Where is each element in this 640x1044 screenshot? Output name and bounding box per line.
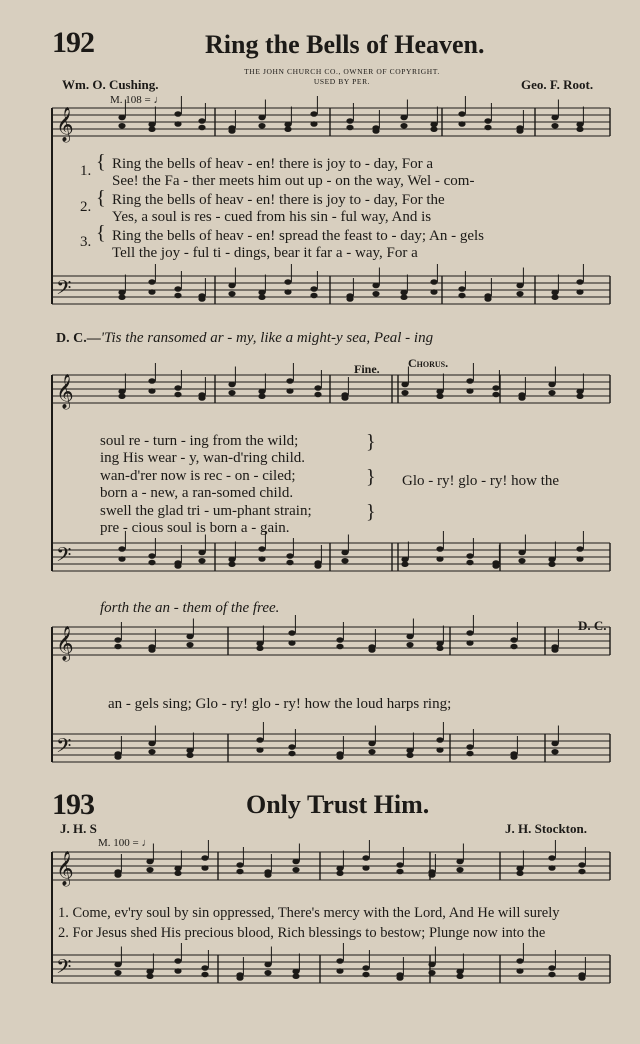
note-head bbox=[264, 872, 271, 878]
note-head bbox=[466, 640, 473, 646]
note-head bbox=[428, 962, 435, 968]
forth-lyric: forth the an - them of the free. bbox=[100, 600, 280, 616]
note-head bbox=[430, 279, 437, 285]
note-head bbox=[228, 561, 235, 567]
hymn-number-193: 193 bbox=[52, 788, 94, 821]
note-head bbox=[174, 563, 181, 569]
lyric-line: born a - new, a ran-somed child. bbox=[100, 485, 294, 501]
note-head bbox=[286, 378, 293, 384]
note-head bbox=[201, 855, 208, 861]
note-head bbox=[428, 872, 435, 878]
chorus-lyric: Glo - ry! glo - ry! how the bbox=[402, 473, 560, 489]
note-head bbox=[228, 291, 235, 297]
note-head bbox=[458, 111, 465, 117]
lyric-line: 1. Come, ev'ry soul by sin oppressed, There's mercy with the Lord, And He will surely bbox=[58, 905, 560, 921]
note-head bbox=[258, 556, 265, 562]
note-head bbox=[236, 862, 243, 868]
note-head bbox=[436, 737, 443, 743]
note-head bbox=[362, 865, 369, 871]
note-head bbox=[201, 865, 208, 871]
note-head bbox=[146, 867, 153, 873]
note-head bbox=[456, 859, 463, 865]
copyright-line-2: USED BY PER. bbox=[313, 77, 371, 86]
clef-glyph: 𝄢 bbox=[56, 276, 72, 304]
note-head bbox=[118, 393, 125, 399]
note-head bbox=[492, 392, 499, 398]
note-head bbox=[346, 296, 353, 302]
note-head bbox=[551, 294, 558, 300]
lyric-line: See! the Fa - ther meets him out up - on the way, Wel - com- bbox=[112, 173, 475, 189]
note-head bbox=[286, 560, 293, 566]
note-head bbox=[256, 645, 263, 651]
note-head bbox=[548, 965, 555, 971]
note-head bbox=[174, 121, 181, 127]
note-head bbox=[401, 382, 408, 388]
note-head bbox=[114, 970, 121, 976]
note-head bbox=[346, 125, 353, 131]
note-head bbox=[372, 283, 379, 289]
note-head bbox=[400, 123, 407, 129]
verse-brace: } bbox=[366, 431, 376, 453]
note-head bbox=[236, 975, 243, 981]
note-head bbox=[492, 563, 499, 569]
note-head bbox=[458, 121, 465, 127]
note-head bbox=[292, 867, 299, 873]
note-head bbox=[336, 870, 343, 876]
note-head bbox=[174, 385, 181, 391]
clef-glyph: 𝄞 bbox=[56, 374, 74, 409]
note-head bbox=[484, 125, 491, 131]
dc-lyric: 'Tis the ransomed ar - my, like a might-y sea, Peal - ing bbox=[100, 330, 434, 346]
note-head bbox=[118, 123, 125, 129]
note-head bbox=[258, 115, 265, 121]
verse-brace: } bbox=[366, 501, 376, 523]
note-head bbox=[148, 647, 155, 653]
note-head bbox=[174, 111, 181, 117]
note-head bbox=[576, 279, 583, 285]
note-head bbox=[516, 968, 523, 974]
note-head bbox=[310, 293, 317, 299]
dc-line bbox=[56, 330, 433, 347]
clef-glyph: 𝄢 bbox=[56, 734, 72, 762]
note-head bbox=[362, 965, 369, 971]
note-head bbox=[466, 560, 473, 566]
note-head bbox=[362, 855, 369, 861]
lyric-line: swell the glad tri - um-phant strain; bbox=[100, 503, 312, 519]
lyric-line: 2. For Jesus shed His precious blood, Rich blessings to bestow; Plunge now into the bbox=[58, 925, 546, 941]
note-head bbox=[406, 634, 413, 640]
note-head bbox=[428, 970, 435, 976]
verse-number-2: 2. bbox=[80, 199, 92, 215]
note-head bbox=[288, 751, 295, 757]
note-head bbox=[456, 867, 463, 873]
note-head bbox=[174, 958, 181, 964]
tempo-193: M. 100 = ♩ bbox=[98, 837, 153, 849]
note-head bbox=[551, 115, 558, 121]
note-head bbox=[551, 123, 558, 129]
lyric-line: Ring the bells of heav - en! spread the feast to - day; An - gels bbox=[112, 228, 484, 244]
note-head bbox=[406, 642, 413, 648]
note-head bbox=[466, 378, 473, 384]
note-head bbox=[510, 644, 517, 650]
note-head bbox=[576, 546, 583, 552]
note-head bbox=[174, 392, 181, 398]
note-head bbox=[118, 546, 125, 552]
note-head bbox=[198, 296, 205, 302]
note-head bbox=[198, 395, 205, 401]
note-head bbox=[148, 279, 155, 285]
note-head bbox=[314, 563, 321, 569]
note-head bbox=[400, 115, 407, 121]
note-head bbox=[458, 286, 465, 292]
note-head bbox=[174, 293, 181, 299]
note-head bbox=[228, 382, 235, 388]
author-192: Wm. O. Cushing. bbox=[62, 77, 159, 92]
note-head bbox=[516, 958, 523, 964]
clef-glyph: 𝄢 bbox=[56, 543, 72, 571]
note-head bbox=[372, 128, 379, 134]
note-head bbox=[430, 126, 437, 132]
note-head bbox=[576, 126, 583, 132]
note-head bbox=[228, 128, 235, 134]
note-head bbox=[401, 390, 408, 396]
note-head bbox=[288, 640, 295, 646]
verse-brace-1: { bbox=[96, 151, 106, 173]
note-head bbox=[510, 754, 517, 760]
note-head bbox=[548, 561, 555, 567]
note-head bbox=[396, 975, 403, 981]
clef-glyph: 𝄞 bbox=[56, 626, 74, 661]
note-head bbox=[114, 754, 121, 760]
note-head bbox=[456, 973, 463, 979]
note-head bbox=[518, 558, 525, 564]
note-head bbox=[288, 630, 295, 636]
note-head bbox=[436, 393, 443, 399]
dc-mark: D. C. bbox=[578, 618, 607, 633]
clef-glyph: 𝄞 bbox=[56, 107, 74, 142]
note-head bbox=[430, 289, 437, 295]
note-head bbox=[118, 294, 125, 300]
note-head bbox=[436, 546, 443, 552]
note-head bbox=[341, 558, 348, 564]
lyric-line: Tell the joy - ful ti - dings, bear it far a - way, For a bbox=[112, 245, 418, 261]
note-head bbox=[368, 647, 375, 653]
note-head bbox=[336, 637, 343, 643]
lyric-line: wan-d'rer now is rec - on - ciled; bbox=[100, 468, 296, 484]
note-head bbox=[186, 642, 193, 648]
chorus-mark: Chorus. bbox=[408, 356, 449, 370]
note-head bbox=[201, 965, 208, 971]
note-head bbox=[458, 293, 465, 299]
note-head bbox=[258, 546, 265, 552]
note-head bbox=[118, 115, 125, 121]
note-head bbox=[146, 973, 153, 979]
note-head bbox=[284, 289, 291, 295]
clef-glyph: 𝄢 bbox=[56, 955, 72, 983]
note-head bbox=[368, 741, 375, 747]
lyric-line: Yes, a soul is res - cued from his sin - ful way, And is bbox=[112, 209, 432, 225]
note-head bbox=[372, 291, 379, 297]
fine-mark: Fine. bbox=[354, 362, 380, 376]
note-head bbox=[516, 291, 523, 297]
note-head bbox=[484, 296, 491, 302]
note-head bbox=[228, 283, 235, 289]
note-head bbox=[336, 968, 343, 974]
note-head bbox=[236, 869, 243, 875]
note-head bbox=[286, 388, 293, 394]
note-head bbox=[258, 294, 265, 300]
note-head bbox=[198, 558, 205, 564]
note-head bbox=[148, 378, 155, 384]
note-head bbox=[288, 744, 295, 750]
note-head bbox=[148, 560, 155, 566]
note-head bbox=[346, 118, 353, 124]
note-head bbox=[148, 289, 155, 295]
verse-brace-2: { bbox=[96, 187, 106, 209]
note-head bbox=[551, 749, 558, 755]
note-head bbox=[436, 645, 443, 651]
hymn-title-193: Only Trust Him. bbox=[246, 790, 430, 819]
note-head bbox=[336, 754, 343, 760]
composer-192: Geo. F. Root. bbox=[521, 77, 594, 92]
verse-brace: } bbox=[366, 466, 376, 488]
note-head bbox=[201, 972, 208, 978]
note-head bbox=[174, 870, 181, 876]
note-head bbox=[256, 737, 263, 743]
note-head bbox=[258, 393, 265, 399]
note-head bbox=[148, 126, 155, 132]
note-head bbox=[284, 126, 291, 132]
note-head bbox=[336, 644, 343, 650]
note-head bbox=[436, 556, 443, 562]
note-head bbox=[146, 859, 153, 865]
note-head bbox=[576, 556, 583, 562]
lyric-line: ing His wear - y, wan-d'ring child. bbox=[100, 450, 306, 466]
note-head bbox=[314, 392, 321, 398]
note-head bbox=[198, 118, 205, 124]
note-head bbox=[548, 382, 555, 388]
note-head bbox=[436, 747, 443, 753]
note-head bbox=[578, 975, 585, 981]
verse-number-3: 3. bbox=[80, 234, 92, 250]
lyric-line: Ring the bells of heav - en! there is joy to - day, For the bbox=[112, 192, 445, 208]
note-head bbox=[548, 390, 555, 396]
note-head bbox=[400, 294, 407, 300]
lyric-line: Ring the bells of heav - en! there is joy to - day, For a bbox=[112, 156, 434, 172]
clef-glyph: 𝄞 bbox=[56, 851, 74, 886]
lyric-line: soul re - turn - ing from the wild; bbox=[100, 433, 299, 449]
note-head bbox=[264, 962, 271, 968]
note-head bbox=[516, 870, 523, 876]
lyric-line: an - gels sing; Glo - ry! glo - ry! how the loud harps ring; bbox=[108, 696, 452, 712]
note-head bbox=[548, 972, 555, 978]
note-head bbox=[114, 637, 121, 643]
copyright-line-1: THE JOHN CHURCH CO., OWNER OF COPYRIGHT. bbox=[244, 67, 440, 76]
note-head bbox=[516, 128, 523, 134]
note-head bbox=[510, 637, 517, 643]
note-head bbox=[516, 283, 523, 289]
note-head bbox=[258, 123, 265, 129]
note-head bbox=[341, 395, 348, 401]
note-head bbox=[396, 862, 403, 868]
note-head bbox=[284, 279, 291, 285]
verse-brace-3: { bbox=[96, 222, 106, 244]
note-head bbox=[368, 749, 375, 755]
note-head bbox=[186, 752, 193, 758]
note-head bbox=[174, 968, 181, 974]
composer-193: J. H. Stockton. bbox=[505, 821, 587, 836]
note-head bbox=[310, 286, 317, 292]
lyric-line: pre - cious soul is born a - gain. bbox=[100, 520, 290, 536]
note-head bbox=[401, 561, 408, 567]
verse-number-1: 1. bbox=[80, 163, 92, 179]
note-head bbox=[578, 862, 585, 868]
note-head bbox=[466, 744, 473, 750]
note-head bbox=[492, 385, 499, 391]
note-head bbox=[466, 553, 473, 559]
note-head bbox=[148, 749, 155, 755]
note-head bbox=[148, 553, 155, 559]
note-head bbox=[292, 973, 299, 979]
note-head bbox=[548, 865, 555, 871]
note-head bbox=[466, 388, 473, 394]
note-head bbox=[406, 752, 413, 758]
note-head bbox=[396, 869, 403, 875]
note-head bbox=[551, 647, 558, 653]
tempo-192: M. 108 = ♩ bbox=[110, 94, 165, 106]
dc-label: D. C.— bbox=[56, 331, 101, 346]
note-head bbox=[466, 751, 473, 757]
note-head bbox=[310, 121, 317, 127]
note-head bbox=[114, 644, 121, 650]
note-head bbox=[148, 741, 155, 747]
note-head bbox=[198, 125, 205, 131]
note-head bbox=[186, 634, 193, 640]
note-head bbox=[174, 286, 181, 292]
note-head bbox=[576, 393, 583, 399]
note-head bbox=[114, 872, 121, 878]
note-head bbox=[314, 385, 321, 391]
note-head bbox=[118, 556, 125, 562]
hymn-number-192: 192 bbox=[52, 26, 94, 59]
author-193: J. H. S bbox=[60, 821, 97, 836]
note-head bbox=[576, 289, 583, 295]
note-head bbox=[518, 395, 525, 401]
note-head bbox=[548, 855, 555, 861]
note-head bbox=[551, 741, 558, 747]
note-head bbox=[362, 972, 369, 978]
note-head bbox=[148, 388, 155, 394]
note-head bbox=[292, 859, 299, 865]
note-head bbox=[228, 390, 235, 396]
hymn-title-192: Ring the Bells of Heaven. bbox=[205, 30, 485, 59]
note-head bbox=[518, 550, 525, 556]
note-head bbox=[286, 553, 293, 559]
note-head bbox=[264, 970, 271, 976]
note-head bbox=[341, 550, 348, 556]
note-head bbox=[256, 747, 263, 753]
note-head bbox=[484, 118, 491, 124]
note-head bbox=[578, 869, 585, 875]
note-head bbox=[336, 958, 343, 964]
note-head bbox=[466, 630, 473, 636]
note-head bbox=[310, 111, 317, 117]
note-head bbox=[198, 550, 205, 556]
note-head bbox=[114, 962, 121, 968]
